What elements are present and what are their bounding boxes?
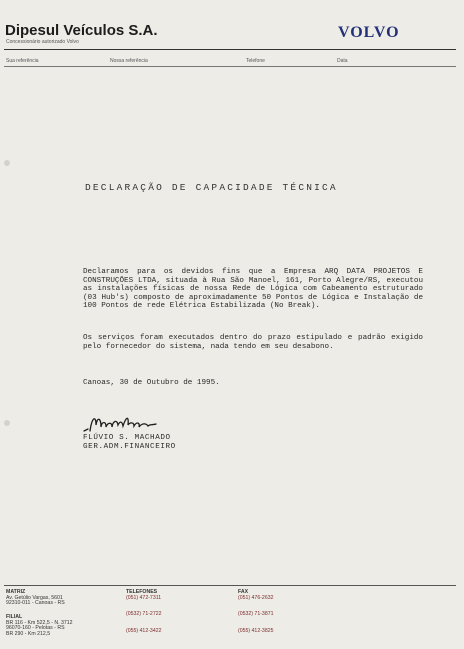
signer-role: GER.ADM.FINANCEIRO (83, 443, 176, 451)
matriz-label: MATRIZ (6, 589, 26, 595)
ref-label-phone: Telefone (246, 58, 265, 64)
company-name: Dipesul Veículos S.A. (5, 22, 158, 39)
header-divider (4, 49, 456, 50)
fax-label: FAX (238, 589, 249, 595)
footer-phones (126, 590, 161, 635)
footer-matriz (6, 590, 65, 607)
signer-name: FLÚVIO S. MACHADO (83, 434, 171, 442)
footer-fax (238, 590, 273, 635)
footer-divider (4, 585, 456, 586)
reference-divider (4, 66, 456, 67)
punch-hole (4, 420, 10, 426)
company-tagline: Concessionário autorizado Volvo (6, 39, 79, 45)
document-title: DECLARAÇÃO DE CAPACIDADE TÉCNICA (85, 182, 338, 193)
fax-number: (055) 412-3825 (238, 628, 274, 635)
fax-number: (051) 476-2632 (238, 594, 274, 601)
filial-address-line: BR 116 - Km 522,5 - N. 3712 (6, 619, 73, 626)
ref-label-our: Nossa referência (110, 58, 148, 64)
signer-block (83, 434, 176, 452)
filial-address-line: BR 290 - Km 212,5 (6, 630, 51, 637)
ref-label-your: Sua referência (6, 58, 39, 64)
ref-label-date: Data (337, 58, 348, 64)
declaration-paragraph: Declaramos para os devidos fins que a Empresa ARQ DATA PROJETOS E CONSTRUÇÕES LTDA, situada à Rua São Manoel, 161, Porto Alegre/RS, executou as instalações físicas de nossa Rede de Lógica com Cabeamento estruturado (03 Hub's) composto de aproximadamente 50 Pontos de Lógica e Instalação de 100 Pontos de rede Elétrica Estabilizada (No Break). (83, 268, 423, 311)
fax-number: (0532) 71-3871 (238, 611, 274, 618)
telefones-label: TELEFONES (126, 589, 158, 595)
letter-date: Canoas, 30 de Outubro de 1995. (83, 379, 220, 387)
phone-number: (051) 472-7311 (126, 594, 162, 601)
punch-hole (4, 160, 10, 166)
matriz-address-line: Av. Getúlio Vargas, 5601 (6, 594, 63, 601)
filial-address-line: 96070-160 - Pelotas - RS (6, 625, 65, 632)
volvo-logo: VOLVO (338, 24, 400, 41)
phone-number: (0532) 71-2722 (126, 611, 162, 618)
services-paragraph: Os serviços foram executados dentro do prazo estipulado e padrão exigido pelo fornecedor do sistema, nada tendo em seu desabono. (83, 334, 423, 351)
handwritten-signature (82, 411, 162, 435)
footer-filial (6, 615, 73, 637)
filial-label: FILIAL (6, 614, 23, 620)
phone-number: (055) 412-3422 (126, 628, 162, 635)
matriz-address-line: 92310-011 - Canoas - RS (6, 600, 65, 607)
